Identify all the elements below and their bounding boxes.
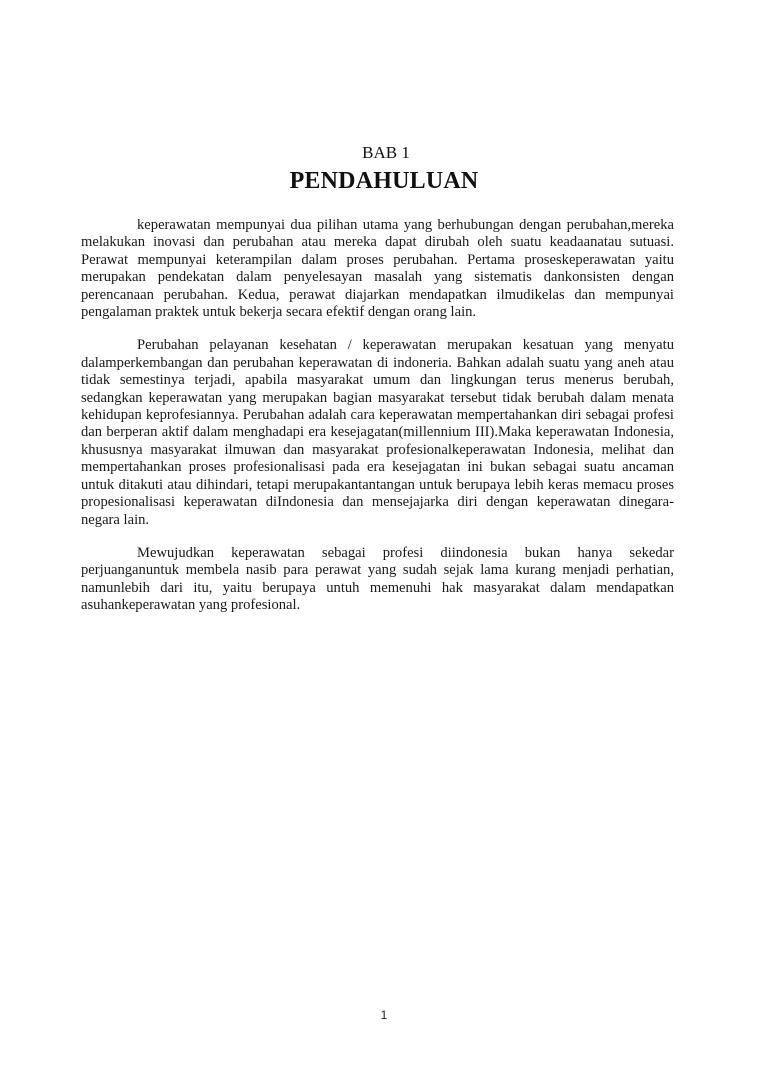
chapter-title: PENDAHULUAN: [289, 168, 479, 194]
paragraph-3: Mewujudkan keperawatan sebagai profesi diindonesia bukan hanya sekedar perjuanganuntuk membela nasib para perawat yang sudah sejak lama kurang menjadi perhatian, namunlebih dari itu, yaitu berupaya untuh memenuhi hak masyarakat dalam mendapatkan asuhankeperawatan yang profesional.: [81, 544, 674, 614]
body-text: [81, 217, 674, 631]
chapter-label: BAB 1: [362, 143, 410, 162]
paragraph-2: Perubahan pelayanan kesehatan / keperawatan merupakan kesatuan yang menyatu dalamperkembangan dan perubahan keperawatan di indoneria. Bahkan adalah suatu yang aneh atau tidak semestinya terjadi, apabila masyarakat umum dan lingkungan terus menerus berubah, sedangkan keperawatan yang merupakan bagian masyarakat tersebut tidak berubah dalam menata kehidupan keprofesiannya. Perubahan adalah cara keperawatan mempertahankan diri sebagai profesi dan berperan aktif dalam menghadapi era kesejagatan(millennium III).Maka keperawatan Indonesia, khususnya masyarakat ilmuwan dan masyarakat profesionalkeperawatan Indonesia, melihat dan mempertahankan proses profesionalisasi pada era kesejagatan ini bukan sebagai suatu ancaman untuk ditakuti atau dihindari, tetapi merupakantantangan untuk berupaya lebih keras memacu proses propesionalisasi keperawatan diIndonesia dan mensejajarka diri dengan keperawatan dinegara-negara lain.: [81, 337, 674, 528]
paragraph-1: keperawatan mempunyai dua pilihan utama yang berhubungan dengan perubahan,mereka melakukan inovasi dan perubahan atau mereka dapat dirubah oleh suatu keadaanatau sutuasi. Perawat mempunyai keterampilan dalam proses perubahan. Pertama proseskeperawatan yaitu merupakan pendekatan dalam penyelesayan masalah yang sistematis dankonsisten dengan perencanaan perubahan. Kedua, perawat diajarkan mendapatkan ilmudikelas dan mempunyai pengalaman praktek untuk bekerja secara efektif dengan orang lain.: [81, 217, 674, 321]
page-number: 1: [380, 1008, 388, 1022]
